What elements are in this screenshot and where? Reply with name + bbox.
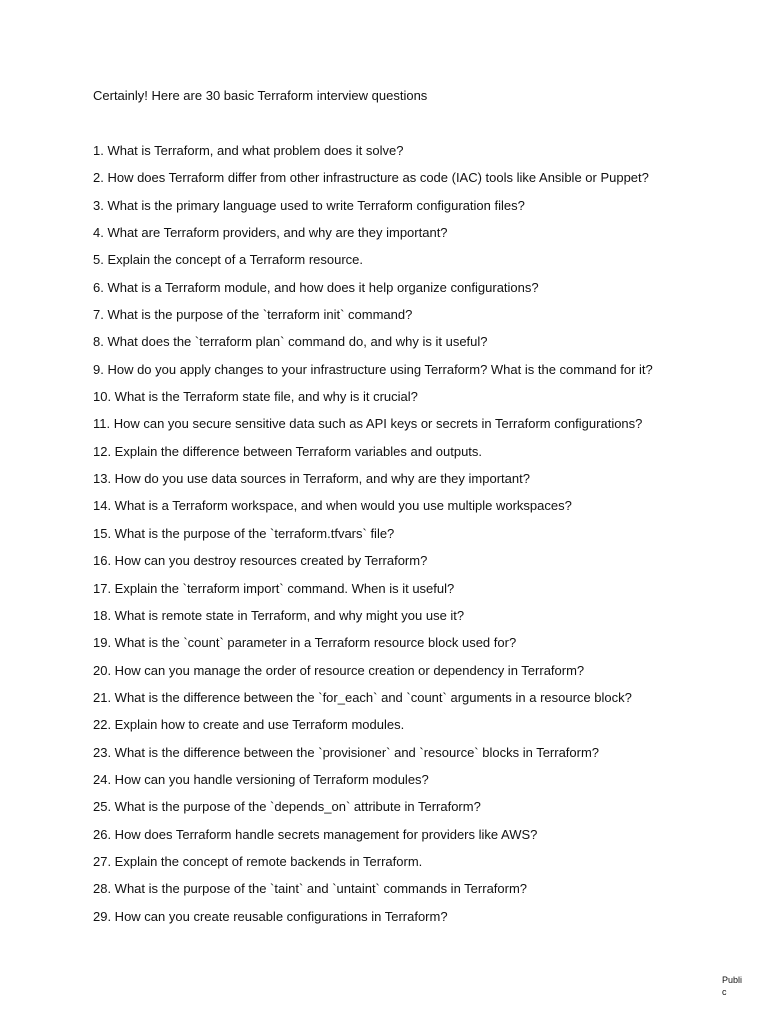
question-item: 11. How can you secure sensitive data such as API keys or secrets in Terraform configurations? [93, 416, 643, 432]
question-item: 3. What is the primary language used to write Terraform configuration files? [93, 197, 525, 213]
question-item: 12. Explain the difference between Terraform variables and outputs. [93, 443, 483, 459]
classification-label: Public [722, 975, 743, 997]
question-item: 4. What are Terraform providers, and why are they important? [93, 225, 448, 241]
question-item: 24. How can you handle versioning of Terraform modules? [93, 771, 429, 787]
question-item: 15. What is the purpose of the `terraform.tfvars` file? [93, 525, 395, 541]
question-item: 21. What is the difference between the `for_each` and `count` arguments in a resource block? [93, 689, 632, 705]
question-item: 7. What is the purpose of the `terraform init` command? [93, 307, 413, 323]
question-item: 20. How can you manage the order of resource creation or dependency in Terraform? [93, 662, 585, 678]
question-item: 26. How does Terraform handle secrets management for providers like AWS? [93, 826, 538, 842]
question-item: 10. What is the Terraform state file, and why is it crucial? [93, 389, 418, 405]
question-item: 29. How can you create reusable configurations in Terraform? [93, 908, 448, 924]
question-item: 6. What is a Terraform module, and how does it help organize configurations? [93, 279, 539, 295]
question-item: 13. How do you use data sources in Terraform, and why are they important? [93, 471, 530, 487]
question-item: 23. What is the difference between the `provisioner` and `resource` blocks in Terraform? [93, 744, 600, 760]
question-item: 25. What is the purpose of the `depends_on` attribute in Terraform? [93, 799, 481, 815]
question-list [93, 142, 653, 935]
question-item: 17. Explain the `terraform import` command. When is it useful? [93, 580, 455, 596]
question-item: 14. What is a Terraform workspace, and when would you use multiple workspaces? [93, 498, 572, 514]
question-item: 9. How do you apply changes to your infrastructure using Terraform? What is the command for it? [93, 361, 653, 377]
question-item: 19. What is the `count` parameter in a Terraform resource block used for? [93, 635, 517, 651]
question-item: 16. How can you destroy resources created by Terraform? [93, 553, 428, 569]
question-item: 22. Explain how to create and use Terraform modules. [93, 717, 405, 733]
intro-text: Certainly! Here are 30 basic Terraform interview questions [93, 88, 428, 103]
question-item: 1. What is Terraform, and what problem does it solve? [93, 143, 404, 158]
question-item: 2. How does Terraform differ from other infrastructure as code (IAC) tools like Ansible or Puppet? [93, 170, 649, 186]
question-item: 8. What does the `terraform plan` command do, and why is it useful? [93, 334, 488, 350]
question-item: 5. Explain the concept of a Terraform resource. [93, 252, 364, 268]
question-item: 28. What is the purpose of the `taint` and `untaint` commands in Terraform? [93, 881, 528, 897]
question-item: 18. What is remote state in Terraform, and why might you use it? [93, 607, 465, 623]
question-item: 27. Explain the concept of remote backends in Terraform. [93, 853, 423, 869]
